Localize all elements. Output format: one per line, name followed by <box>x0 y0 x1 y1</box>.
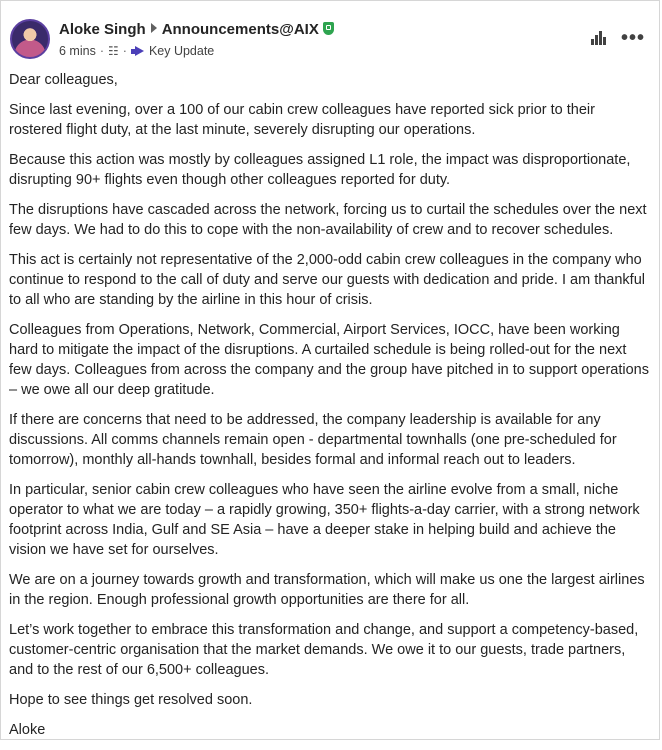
post-tag: Key Update <box>148 44 215 58</box>
paragraph: If there are concerns that need to be addressed, the company leadership is available for any discussions. All comms channels remain open - departmental townhalls (one pre-scheduled for tomorrow), monthly all-hands townhall, besides formal and informal reach out to leaders. <box>9 412 617 468</box>
paragraph: The disruptions have cascaded across the network, forcing us to curtail the schedules over the next few days. We had to do this to cope with the non-availability of crew and to recover schedules. <box>9 202 647 238</box>
channel-name[interactable]: Announcements@AIX <box>161 21 319 38</box>
megaphone-icon <box>131 46 145 56</box>
post-time[interactable]: 6 mins <box>59 44 96 58</box>
paragraph: This act is certainly not representative of the 2,000-odd cabin crew colleagues in the company who continue to respond to the call of duty and serve our guests with dedication and pride. I am thankful to all who are standing by the airline in this hour of crisis. <box>9 252 645 308</box>
paragraph: Hope to see things get resolved soon. <box>9 692 253 708</box>
signature: Aloke <box>9 722 46 738</box>
post-actions <box>591 27 645 49</box>
paragraph: We are on a journey towards growth and transformation, which will make us one the largest airlines in the region. Enough professional growth opportunities are there for all. <box>9 572 645 608</box>
post-header <box>9 17 651 63</box>
post-body <box>9 70 649 750</box>
author-name[interactable]: Aloke Singh <box>59 21 146 38</box>
bar-chart-icon[interactable] <box>591 31 607 45</box>
paragraph: Colleagues from Operations, Network, Commercial, Airport Services, IOCC, have been working hard to mitigate the impact of the disruptions. A curtailed schedule is being rolled-out for the next few days. Colleagues from across the company and the group have pitched in to support operations – we owe all our deep gratitude. <box>9 322 649 398</box>
more-horizontal-icon[interactable]: ••• <box>620 27 645 49</box>
paragraph: Because this action was mostly by colleagues assigned L1 role, the impact was disproportionate, disrupting 90+ flights even though other colleagues reported for duty. <box>9 152 631 188</box>
author-avatar[interactable] <box>10 19 50 59</box>
paragraph: Since last evening, over a 100 of our cabin crew colleagues have reported sick prior to their rostered flight duty, at the last minute, severely disrupting our operations. <box>9 102 595 138</box>
greeting: Dear colleagues, <box>9 72 118 88</box>
post-meta: 6 mins · ☷ · Key Update <box>59 44 215 58</box>
shield-check-icon <box>323 22 334 35</box>
paragraph: Let’s work together to embrace this transformation and change, and support a competency-based, customer-centric organisation that the market demands. We owe it to our guests, trade partners, and to the rest of our 6,500+ colleagues. <box>9 622 639 678</box>
paragraph: In particular, senior cabin crew colleagues who have seen the airline evolve from a small, niche operator to what we are today – a rapidly growing, 350+ flights-a-day carrier, with a strong network footprint across India, Gulf and SE Asia – have a deeper stake in helping build and achieve the vision we have set for ourselves. <box>9 482 640 558</box>
triangle-right-icon <box>151 23 157 33</box>
org-icon: ☷ <box>108 44 119 58</box>
author-line <box>59 21 334 38</box>
